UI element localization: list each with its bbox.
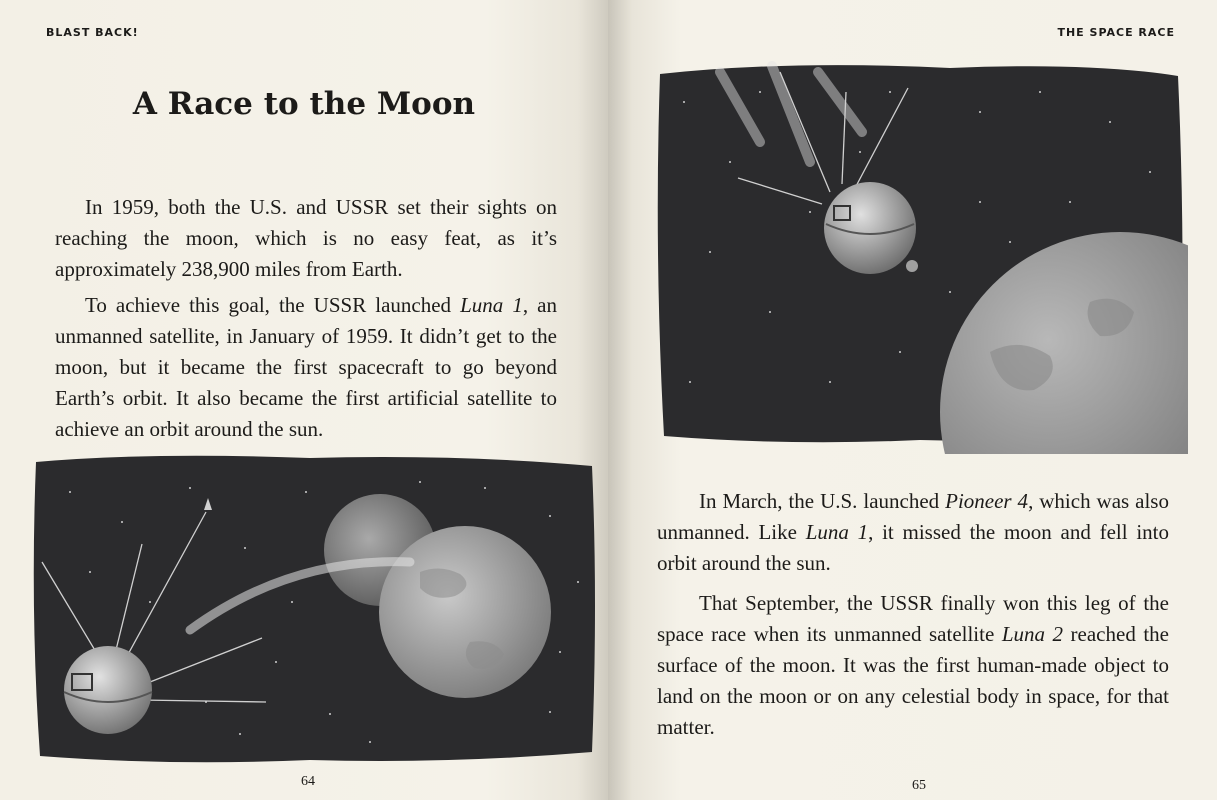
chapter-title: A Race to the Moon bbox=[132, 86, 476, 122]
luna-satellite-moon-illustration bbox=[30, 452, 598, 767]
page-number-left: 64 bbox=[301, 774, 315, 789]
paragraph-luna1: To achieve this goal, the USSR launched Luna 1, an unmanned satellite, in January of 1959. It didn’t get to the moon, but it became the first spacecraft to go beyond Earth’s orbit. It also became the first artificial satellite to achieve an orbit around the sun. bbox=[55, 293, 558, 441]
left-page bbox=[0, 0, 608, 800]
luna-satellite-over-moon-illustration bbox=[650, 52, 1188, 454]
running-head-right: THE SPACE RACE bbox=[1057, 26, 1175, 39]
page-number-right: 65 bbox=[912, 778, 926, 793]
paragraph-intro: In 1959, both the U.S. and USSR set their sights on reaching the moon, which is no easy feat, as it’s approximately 238,900 miles from Earth. bbox=[55, 195, 557, 281]
running-head-left: BLAST BACK! bbox=[46, 26, 139, 39]
paragraph-pioneer4: In March, the U.S. launched Pioneer 4, which was also unmanned. Like Luna 1, it missed the moon and fell into orbit around the sun. bbox=[657, 489, 1169, 575]
right-page bbox=[608, 0, 1217, 800]
paragraph-luna2: That September, the USSR finally won this leg of the space race when its unmanned satellite Luna 2 reached the surface of the moon. It was the first human-made object to land on the moon or on any celestial body in space, for that matter. bbox=[657, 591, 1170, 739]
